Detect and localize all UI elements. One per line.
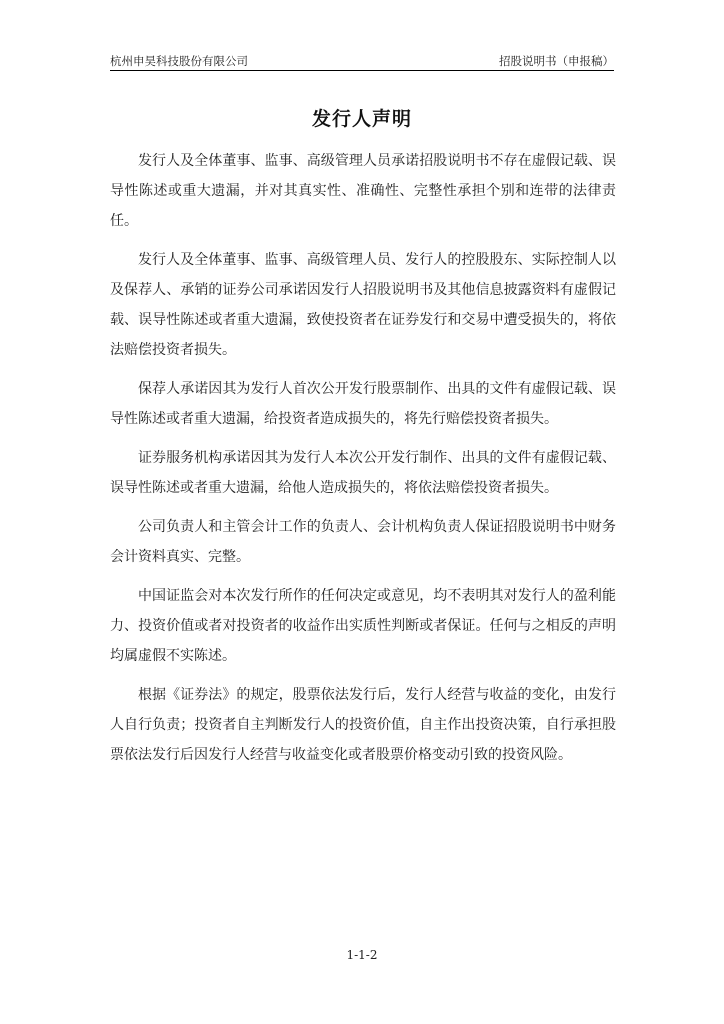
document-body <box>110 146 616 779</box>
paragraph-4: 证券服务机构承诺因其为发行人本次公开发行制作、出具的文件有虚假记载、误导性陈述或者重大遗漏，给他人造成损失的，将依法赔偿投资者损失。 <box>110 450 616 496</box>
paragraph-1: 发行人及全体董事、监事、高级管理人员承诺招股说明书不存在虚假记载、误导性陈述或重大遗漏，并对其真实性、准确性、完整性承担个别和连带的法律责任。 <box>110 153 616 229</box>
header-document-type: 招股说明书（申报稿） <box>499 54 614 68</box>
page-title: 发行人声明 <box>311 108 412 130</box>
paragraph-6: 中国证监会对本次发行所作的任何决定或意见，均不表明其对发行人的盈利能力、投资价值或者对投资者的收益作出实质性判断或者保证。任何与之相反的声明均属虚假不实陈述。 <box>110 588 616 664</box>
paragraph-3: 保荐人承诺因其为发行人首次公开发行股票制作、出具的文件有虚假记载、误导性陈述或者重大遗漏，给投资者造成损失的，将先行赔偿投资者损失。 <box>110 381 616 427</box>
page-number: 1-1-2 <box>346 948 378 962</box>
paragraph-2: 发行人及全体董事、监事、高级管理人员、发行人的控股股东、实际控制人以及保荐人、承销的证券公司承诺因发行人招股说明书及其他信息披露资料有虚假记载、误导性陈述或者重大遗漏，致使投资者在证券发行和交易中遭受损失的，将依法赔偿投资者损失。 <box>110 252 616 358</box>
header-company-name: 杭州申昊科技股份有限公司 <box>110 54 248 68</box>
header-divider <box>110 70 614 71</box>
page-header <box>110 51 614 69</box>
paragraph-5: 公司负责人和主管会计工作的负责人、会计机构负责人保证招股说明书中财务会计资料真实、完整。 <box>110 519 616 565</box>
paragraph-7: 根据《证券法》的规定，股票依法发行后，发行人经营与收益的变化，由发行人自行负责；投资者自主判断发行人的投资价值，自主作出投资决策，自行承担股票依法发行后因发行人经营与收益变化或者股票价格变动引致的投资风险。 <box>110 687 616 763</box>
